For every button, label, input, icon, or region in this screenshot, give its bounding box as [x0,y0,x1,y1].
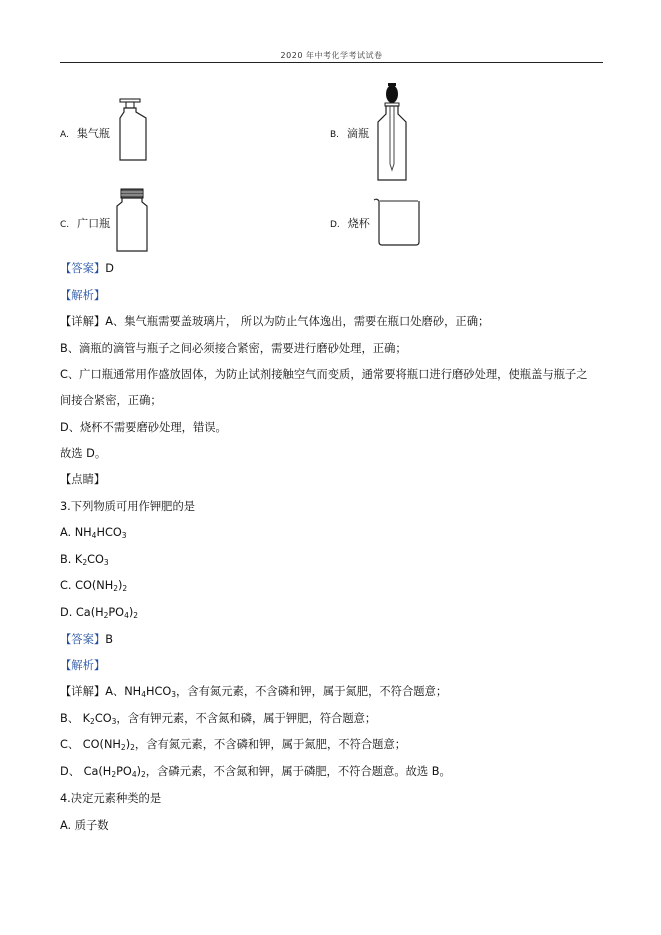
option-letter: C. [60,220,70,230]
answer-value: D [105,262,114,275]
q3-analysis-tag: 【解析】 [60,659,106,672]
detail-text: ，含有氮元素，不含磷和钾，属于氮肥，不符合题意； [176,685,448,698]
detail-tag: 【详解】 [60,685,106,698]
q3-detail-a [60,684,447,703]
subscript: 2 [113,584,118,593]
subscript: 2 [141,770,146,779]
q3-detail-c [60,737,406,756]
answer-tag: 【答案】 [60,633,106,646]
formula-part: PO [116,765,132,778]
subscript: 3 [171,690,177,699]
gas-collecting-bottle-icon [112,98,156,164]
subscript: 3 [111,717,117,726]
answer-value: B [105,633,113,646]
formula-part: B、 K [60,712,91,725]
header-divider [60,62,603,63]
formula-part: D. Ca(H [60,606,104,619]
subscript: 2 [133,611,139,620]
detail-line-b: B、滴瓶的滴管与瓶子之间必须接合紧密，需要进行磨砂处理，正确； [60,342,407,355]
subscript: 3 [103,558,109,567]
conclusion-line: 故选 D。 [60,447,107,460]
option-c [60,215,110,231]
subscript: 2 [122,584,128,593]
option-letter: D. [330,220,340,230]
option-d [330,215,370,231]
detail-line-a [60,314,489,330]
page-header: 2020 年中考化学考试试卷 [280,51,383,60]
subscript: 3 [121,531,127,540]
subscript: 4 [124,611,129,620]
question-4-stem: 4.决定元素种类的是 [60,792,162,805]
dropper-bottle-icon [370,80,414,184]
question-3-stem: 3.下列物质可用作钾肥的是 [60,500,196,513]
option-label: 烧杯 [347,217,370,230]
detail-line-c2: 间接合紧密，正确； [60,394,162,407]
q3-detail-b [60,711,376,730]
analysis-tag: 【解析】 [60,289,106,302]
subscript: 2 [90,717,95,726]
detail-line-c1: C、广口瓶通常用作盛放固体，为防止试剂接触空气而变质，通常要将瓶口进行磨砂处理，使瓶盖与瓶子之 [60,368,588,381]
answer-line [60,261,114,277]
subscript: 4 [141,690,146,699]
subscript: 2 [130,743,135,752]
answer-tag: 【答案】 [60,262,106,275]
formula-part: ) [117,579,123,592]
subscript: 2 [111,770,117,779]
q3-option-c [60,578,127,597]
subscript: 4 [91,531,97,540]
formula-part: B. K [60,553,83,566]
detail-text: ，含磷元素，不含氮和钾，属于磷肥，不符合题意。故选 B。 [145,765,451,778]
formula-part: HCO [96,526,122,539]
option-letter: A. [60,130,69,140]
option-label: 广口瓶 [77,217,111,230]
formula-part: D、 Ca(H [60,765,112,778]
detail-line-d: D、烧杯不需要磨砂处理，错误。 [60,421,227,434]
formula-part: CO [87,553,104,566]
option-label: 滴瓶 [347,127,370,140]
subscript: 2 [82,558,88,567]
beaker-icon [372,196,424,248]
formula-part: PO [108,606,125,619]
wide-mouth-bottle-icon [112,188,152,254]
comment-tag: 【点睛】 [60,473,106,486]
formula-part: ) [136,765,142,778]
option-a [60,125,110,141]
q3-answer-line [60,632,113,648]
subscript: 4 [131,770,137,779]
formula-part: ) [125,738,131,751]
detail-text: ，含有氮元素，不含磷和钾，属于氮肥，不符合题意； [134,738,407,751]
q3-option-a [60,525,127,544]
detail-tag: 【详解】 [60,315,106,328]
q3-detail-d [60,764,451,783]
formula-part: CO [94,712,112,725]
q3-option-b [60,552,109,571]
option-label: 集气瓶 [76,127,110,140]
formula-part: HCO [145,685,172,698]
q4-option-a: A. 质子数 [60,819,109,832]
subscript: 2 [120,743,126,752]
formula-part: ) [128,606,134,619]
formula-part: A. NH [60,526,92,539]
formula-part: C. CO(NH [60,579,114,592]
q3-option-d [60,605,138,624]
formula-part: C、 CO(NH [60,738,121,751]
detail-text: A、集气瓶需要盖玻璃片， 所以为防止气体逸出，需要在瓶口处磨砂，正确； [105,315,490,328]
formula-part: A、NH [105,685,142,698]
option-b [330,125,369,141]
detail-text: ，含有钾元素，不含氮和磷，属于钾肥，符合题意； [116,712,377,725]
subscript: 2 [103,611,109,620]
option-letter: B. [330,130,340,140]
